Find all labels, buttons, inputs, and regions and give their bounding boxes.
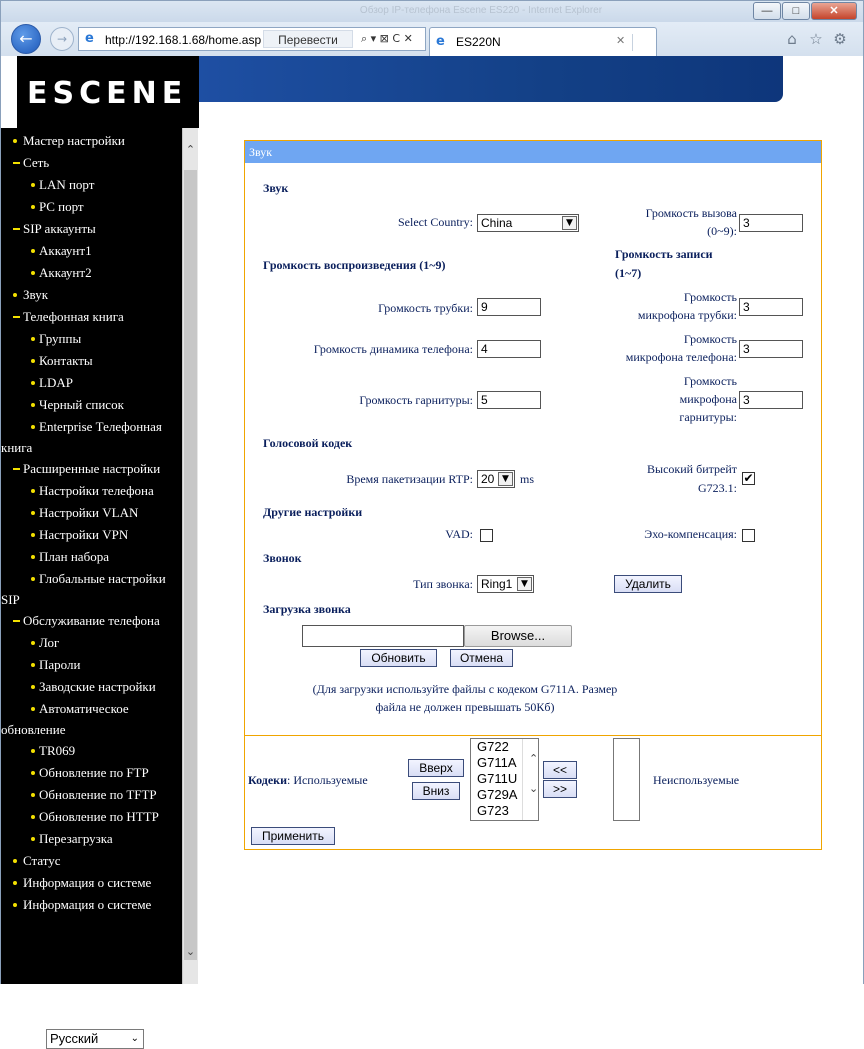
- ring-upload-section-title: Загрузка звонка: [263, 602, 351, 616]
- codec-item[interactable]: G711A: [477, 755, 517, 770]
- sidebar-item-label: TR069: [39, 743, 76, 758]
- speaker-volume-input[interactable]: 4: [477, 340, 541, 358]
- collapse-dash-icon: [13, 620, 20, 622]
- ring-type-select[interactable]: [477, 575, 534, 593]
- sidebar-item-label: Настройки VPN: [39, 527, 129, 542]
- sidebar-scrollbar[interactable]: [182, 128, 198, 984]
- ptime-select[interactable]: [477, 470, 515, 488]
- ptime-value: 20: [481, 472, 495, 486]
- sidebar-item-label: Звук: [23, 287, 49, 302]
- sidebar-item[interactable]: [9, 502, 181, 524]
- sidebar-item[interactable]: [9, 284, 181, 306]
- mic-headset-label-2: микрофона: [679, 392, 737, 406]
- sidebar-item[interactable]: [9, 524, 181, 546]
- address-bar[interactable]: [78, 27, 426, 51]
- codec-item[interactable]: G722: [477, 739, 509, 754]
- speaker-volume-label: Громкость динамика телефона:: [313, 342, 473, 356]
- playback-section-title: Громкость воспроизведения (1~9): [263, 258, 446, 272]
- bullet-icon: [13, 881, 17, 885]
- chevron-down-icon: ▼: [562, 216, 577, 230]
- window-titlebar: [0, 0, 864, 22]
- bullet-icon: [31, 533, 35, 537]
- sidebar-item-label: Обновление по FTP: [39, 765, 149, 780]
- sidebar-item-label: Автоматическое: [39, 701, 129, 716]
- translate-button[interactable]: Перевести: [263, 30, 353, 48]
- sidebar-item[interactable]: [9, 240, 181, 262]
- codecs-label: [248, 773, 388, 789]
- ptime-unit: ms: [520, 472, 535, 486]
- high-bitrate-checkbox[interactable]: ✔: [743, 471, 754, 485]
- mic-headset-label-3: гарнитуры:: [679, 410, 737, 424]
- vad-label: VAD:: [445, 527, 473, 541]
- bullet-icon: [31, 337, 35, 341]
- collapse-dash-icon: [13, 162, 20, 164]
- sidebar-item[interactable]: [9, 130, 181, 152]
- mic-handset-label: Громкость: [683, 290, 737, 304]
- sidebar-item-label: Информация о системе: [23, 875, 152, 890]
- tab-ie-icon: e: [436, 34, 445, 49]
- sidebar-item-label: Телефонная книга: [23, 309, 124, 324]
- bullet-icon: [31, 685, 35, 689]
- sidebar-item[interactable]: [9, 546, 181, 568]
- web-page: [0, 56, 864, 1046]
- language-label: Выберите язык:: [51, 1010, 139, 1025]
- sidebar-item-label: Мастер настройки: [23, 133, 125, 148]
- star-icon[interactable]: ☆: [809, 30, 823, 48]
- record-section-title: Громкость записи: [615, 247, 713, 261]
- sidebar-item-label: LAN порт: [39, 177, 95, 192]
- browse-button[interactable]: Browse...: [464, 625, 572, 647]
- bullet-icon: [31, 511, 35, 515]
- move-left-button[interactable]: <<: [543, 761, 577, 779]
- move-up-button[interactable]: Вверх: [408, 759, 464, 777]
- collapse-dash-icon: [13, 316, 20, 318]
- mic-headset-label: Громкость: [683, 374, 737, 388]
- echo-cancel-label: Эхо-компенсация:: [644, 527, 737, 541]
- sidebar-item[interactable]: [9, 458, 181, 480]
- language-value: Русский: [50, 1031, 99, 1046]
- bullet-icon: [13, 139, 17, 143]
- ring-volume-input[interactable]: 3: [739, 214, 803, 232]
- sidebar-item-label: PC порт: [39, 199, 84, 214]
- mic-handset-input[interactable]: 3: [739, 298, 803, 316]
- headset-volume-label: Громкость гарнитуры:: [359, 393, 473, 407]
- panel-header: Звук: [245, 141, 821, 163]
- logo-area: [17, 56, 199, 128]
- mic-headset-input[interactable]: 3: [739, 391, 803, 409]
- handset-volume-input[interactable]: 9: [477, 298, 541, 316]
- cancel-button[interactable]: Отмена: [450, 649, 513, 667]
- bullet-icon: [13, 293, 17, 297]
- bullet-icon: [31, 183, 35, 187]
- bullet-icon: [31, 489, 35, 493]
- ring-file-input[interactable]: [302, 625, 464, 647]
- bullet-icon: [31, 707, 35, 711]
- bullet-icon: [31, 359, 35, 363]
- back-arrow-icon[interactable]: ←: [11, 24, 41, 54]
- scrollbar-thumb[interactable]: [184, 170, 197, 960]
- codec-section-title: Голосовой кодек: [263, 436, 353, 450]
- address-tools-icon[interactable]: ⌕ ▾ ⊠ C ✕: [361, 32, 413, 45]
- sidebar-item[interactable]: [9, 372, 181, 394]
- codec-item[interactable]: G711U: [477, 771, 518, 786]
- vad-checkbox[interactable]: [480, 529, 493, 542]
- language-select[interactable]: [46, 1029, 144, 1049]
- codecs-title: Кодеки: [248, 773, 287, 787]
- maximize-button[interactable]: □: [782, 2, 810, 20]
- ring-type-label: Тип звонка:: [413, 577, 473, 591]
- apply-button[interactable]: Применить: [251, 827, 335, 845]
- sidebar-item-label: Перезагрузка: [39, 831, 113, 846]
- scroll-down-icon[interactable]: ⌄: [185, 945, 196, 958]
- chevron-down-icon: ⌄: [130, 1033, 139, 1044]
- sidebar-item-label-continued[interactable]: книга: [1, 440, 33, 455]
- chevron-down-icon: ▼: [517, 577, 532, 591]
- sidebar-item[interactable]: [9, 610, 181, 632]
- record-section-range: (1~7): [615, 266, 642, 280]
- bullet-icon: [31, 249, 35, 253]
- sidebar-item[interactable]: [9, 568, 181, 589]
- sidebar-item[interactable]: [9, 762, 181, 784]
- sidebar-item[interactable]: [9, 306, 181, 328]
- sidebar-item[interactable]: [9, 416, 181, 437]
- bullet-icon: [31, 425, 35, 429]
- minimize-button[interactable]: —: [753, 2, 781, 20]
- move-right-button[interactable]: >>: [543, 780, 577, 798]
- codec-list-scrollbar[interactable]: [522, 739, 538, 820]
- sidebar-item-label: План набора: [39, 549, 109, 564]
- sidebar-item[interactable]: [9, 784, 181, 806]
- bullet-icon: [31, 205, 35, 209]
- codec-item[interactable]: G723: [477, 803, 509, 818]
- sidebar-item[interactable]: [9, 894, 181, 916]
- handset-volume-label: Громкость трубки:: [378, 301, 473, 315]
- sidebar-item[interactable]: [9, 632, 181, 654]
- gear-icon[interactable]: ⚙: [833, 30, 847, 48]
- sidebar-item[interactable]: [9, 740, 181, 762]
- headset-volume-input[interactable]: 5: [477, 391, 541, 409]
- sidebar-item[interactable]: [9, 328, 181, 350]
- sidebar-item-label: Статус: [23, 853, 61, 868]
- sidebar-item-label: Enterprise Телефонная: [39, 419, 162, 434]
- bullet-icon: [31, 403, 35, 407]
- browser-navbar: [0, 22, 864, 56]
- sidebar-item-label: Расширенные настройки: [23, 461, 161, 476]
- sidebar-item-label: Контакты: [39, 353, 93, 368]
- sidebar: [1, 128, 182, 1046]
- sidebar-item-label: Информация о системе: [23, 897, 152, 912]
- collapse-dash-icon: [13, 468, 20, 470]
- content-area: [199, 116, 863, 984]
- bullet-icon: [31, 641, 35, 645]
- bullet-icon: [31, 749, 35, 753]
- bullet-icon: [13, 903, 17, 907]
- sidebar-item[interactable]: [9, 698, 181, 719]
- bullet-icon: [31, 271, 35, 275]
- sidebar-item[interactable]: [9, 174, 181, 196]
- escene-logo: ESCENE: [27, 76, 188, 111]
- sound-section-title: Звук: [263, 181, 289, 195]
- new-tab-button[interactable]: [632, 34, 654, 51]
- sidebar-item[interactable]: [9, 872, 181, 894]
- sidebar-item[interactable]: [9, 828, 181, 850]
- sidebar-item[interactable]: [9, 850, 181, 872]
- sidebar-item-label: Обслуживание телефона: [23, 613, 160, 628]
- sidebar-menu: [1, 130, 181, 916]
- address-url[interactable]: http://192.168.1.68/home.asp: [105, 33, 262, 47]
- mic-phone-label: Громкость: [683, 332, 737, 346]
- sidebar-item[interactable]: [9, 394, 181, 416]
- ring-section-title: Звонок: [263, 551, 302, 565]
- sidebar-item-label: Заводские настройки: [39, 679, 156, 694]
- ring-type-value: Ring1: [481, 577, 513, 591]
- sidebar-item-label: LDAP: [39, 375, 73, 390]
- bullet-icon: [31, 815, 35, 819]
- bullet-icon: [31, 793, 35, 797]
- sidebar-item-label: Группы: [39, 331, 82, 346]
- upload-note: (Для загрузки используйте файлы с кодеком G711A. Размер: [312, 682, 618, 696]
- mic-phone-label-2: микрофона телефона:: [625, 350, 737, 364]
- sidebar-item-label: Сеть: [23, 155, 50, 170]
- sidebar-item-label: SIP аккаунты: [23, 221, 96, 236]
- sidebar-item-label: Настройки VLAN: [39, 505, 139, 520]
- ie-page-icon: e: [85, 31, 94, 46]
- panel-divider: [245, 735, 821, 736]
- delete-ring-button[interactable]: Удалить: [614, 575, 682, 593]
- browser-tab[interactable]: [429, 27, 657, 56]
- unused-codecs-list[interactable]: [613, 738, 640, 821]
- sidebar-item-label: Обновление по TFTP: [39, 787, 157, 802]
- sound-panel: [244, 140, 822, 850]
- sidebar-item[interactable]: [9, 654, 181, 676]
- bullet-icon: [31, 381, 35, 385]
- chevron-down-icon[interactable]: ⌄: [529, 782, 539, 795]
- sidebar-item-label: Черный список: [39, 397, 124, 412]
- sidebar-item[interactable]: [9, 262, 181, 284]
- sidebar-item[interactable]: [9, 218, 181, 240]
- ptime-label: Время пакетизации RTP:: [346, 472, 473, 486]
- window-title: Обзор IP-телефона Escene ES220 - Internet Explorer: [359, 5, 603, 16]
- move-down-button[interactable]: Вниз: [412, 782, 460, 800]
- update-button[interactable]: Обновить: [360, 649, 437, 667]
- other-section-title: Другие настройки: [263, 505, 363, 519]
- sidebar-item[interactable]: [9, 196, 181, 218]
- country-select[interactable]: [477, 214, 579, 232]
- bullet-icon: [31, 837, 35, 841]
- country-label: Select Country:: [398, 215, 473, 229]
- sidebar-item[interactable]: [9, 480, 181, 502]
- collapse-dash-icon: [13, 228, 20, 230]
- sidebar-item-label-continued[interactable]: обновление: [1, 722, 66, 737]
- ring-volume-label: Громкость вызова: [645, 206, 737, 220]
- sidebar-item[interactable]: [9, 152, 181, 174]
- bullet-icon: [13, 859, 17, 863]
- high-bitrate-label: Высокий битрейт: [647, 462, 737, 476]
- tab-close-icon[interactable]: ✕: [616, 34, 626, 47]
- echo-cancel-checkbox[interactable]: [742, 529, 755, 542]
- sidebar-item-label: Аккаунт2: [39, 265, 92, 280]
- unused-codecs-label: Неиспользуемые: [653, 773, 740, 787]
- forward-arrow-icon[interactable]: →: [50, 27, 74, 51]
- scroll-up-icon[interactable]: ⌃: [185, 143, 196, 156]
- sidebar-item[interactable]: [9, 676, 181, 698]
- codec-item[interactable]: G729A: [477, 787, 518, 802]
- ring-volume-range: (0~9):: [707, 224, 737, 238]
- banner-blue-band: [199, 56, 783, 102]
- bullet-icon: [31, 663, 35, 667]
- mic-handset-label-2: микрофона трубки:: [637, 308, 737, 322]
- sidebar-item-label: Обновление по HTTP: [39, 809, 159, 824]
- sidebar-item-label-continued[interactable]: SIP: [1, 592, 20, 607]
- sidebar-item-label: Настройки телефона: [39, 483, 154, 498]
- close-window-button[interactable]: ✕: [811, 2, 857, 20]
- bullet-icon: [31, 555, 35, 559]
- sidebar-item-label: Пароли: [39, 657, 81, 672]
- chevron-down-icon: ▼: [498, 472, 513, 486]
- bullet-icon: [31, 577, 35, 581]
- sidebar-item-label: Лог: [39, 635, 60, 650]
- tab-title: ES220N: [456, 35, 501, 49]
- chevron-up-icon[interactable]: ⌃: [529, 752, 539, 765]
- bullet-icon: [31, 771, 35, 775]
- codecs-used-label: : Используемые: [286, 773, 368, 787]
- sidebar-item-label: Аккаунт1: [39, 243, 92, 258]
- sidebar-item[interactable]: [9, 806, 181, 828]
- country-value: China: [481, 216, 513, 230]
- upload-note-2: файла не должен превышать 50Кб): [375, 700, 555, 714]
- sidebar-item-label: Глобальные настройки: [39, 571, 166, 586]
- sidebar-item[interactable]: [9, 350, 181, 372]
- mic-phone-input[interactable]: 3: [739, 340, 803, 358]
- home-icon[interactable]: ⌂: [787, 30, 797, 48]
- used-codecs-list[interactable]: [470, 738, 539, 821]
- high-bitrate-label-2: G723.1:: [698, 481, 737, 495]
